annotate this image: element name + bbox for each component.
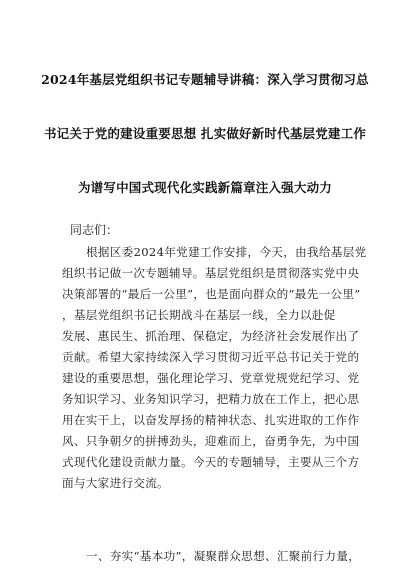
document-title-line-2: 书记关于党的建设重要思想 扎实做好新时代基层党建工作 [43, 126, 367, 141]
body-line: 发展、惠民生、抓治理、保稳定，为经济社会发展作出了 [62, 329, 360, 343]
body-line: 决策部署的“最后一公里”，也是面向群众的“最先一公里” [62, 287, 361, 301]
body-line: 一、夯实“基本功”，凝聚群众思想、汇聚前行力量， [86, 549, 361, 563]
body-line: 用在实干上，以奋发厚扬的精神状态、扎实进取的工作作 [62, 413, 360, 427]
body-line: 式现代化建设贡献力量。今天的专题辅导，主要从三个方 [62, 455, 360, 469]
body-line: 贡献。希望大家持续深入学习贯彻习近平总书记关于党的 [62, 350, 360, 364]
document-title-line-3: 为谱写中国式现代化实践新篇章注入强大动力 [77, 180, 332, 195]
body-line: 根据区委2024年党建工作安排，今天，由我给基层党 [86, 245, 367, 259]
body-line: 风、只争朝夕的拼搏劲头，迎难而上，奋勇争先，为中国 [62, 434, 360, 448]
body-line: 建设的重要思想，强化理论学习、党章党规党纪学习、党 [62, 371, 360, 385]
body-line: 组织书记做一次专题辅导。基层党组织是贯彻落实党中央 [62, 266, 360, 280]
body-line: 面与大家进行交流。 [62, 476, 170, 490]
document-title-line-1: 2024年基层党组织书记专题辅导讲稿：深入学习贯彻习总 [41, 72, 369, 87]
salutation: 同志们： [70, 223, 119, 237]
body-line: 务知识学习、业务知识学习，把精力放在工作上，把心思 [62, 392, 360, 406]
body-line: ，基层党组织书记长期战斗在基层一线，全力以赴促 [62, 308, 336, 322]
